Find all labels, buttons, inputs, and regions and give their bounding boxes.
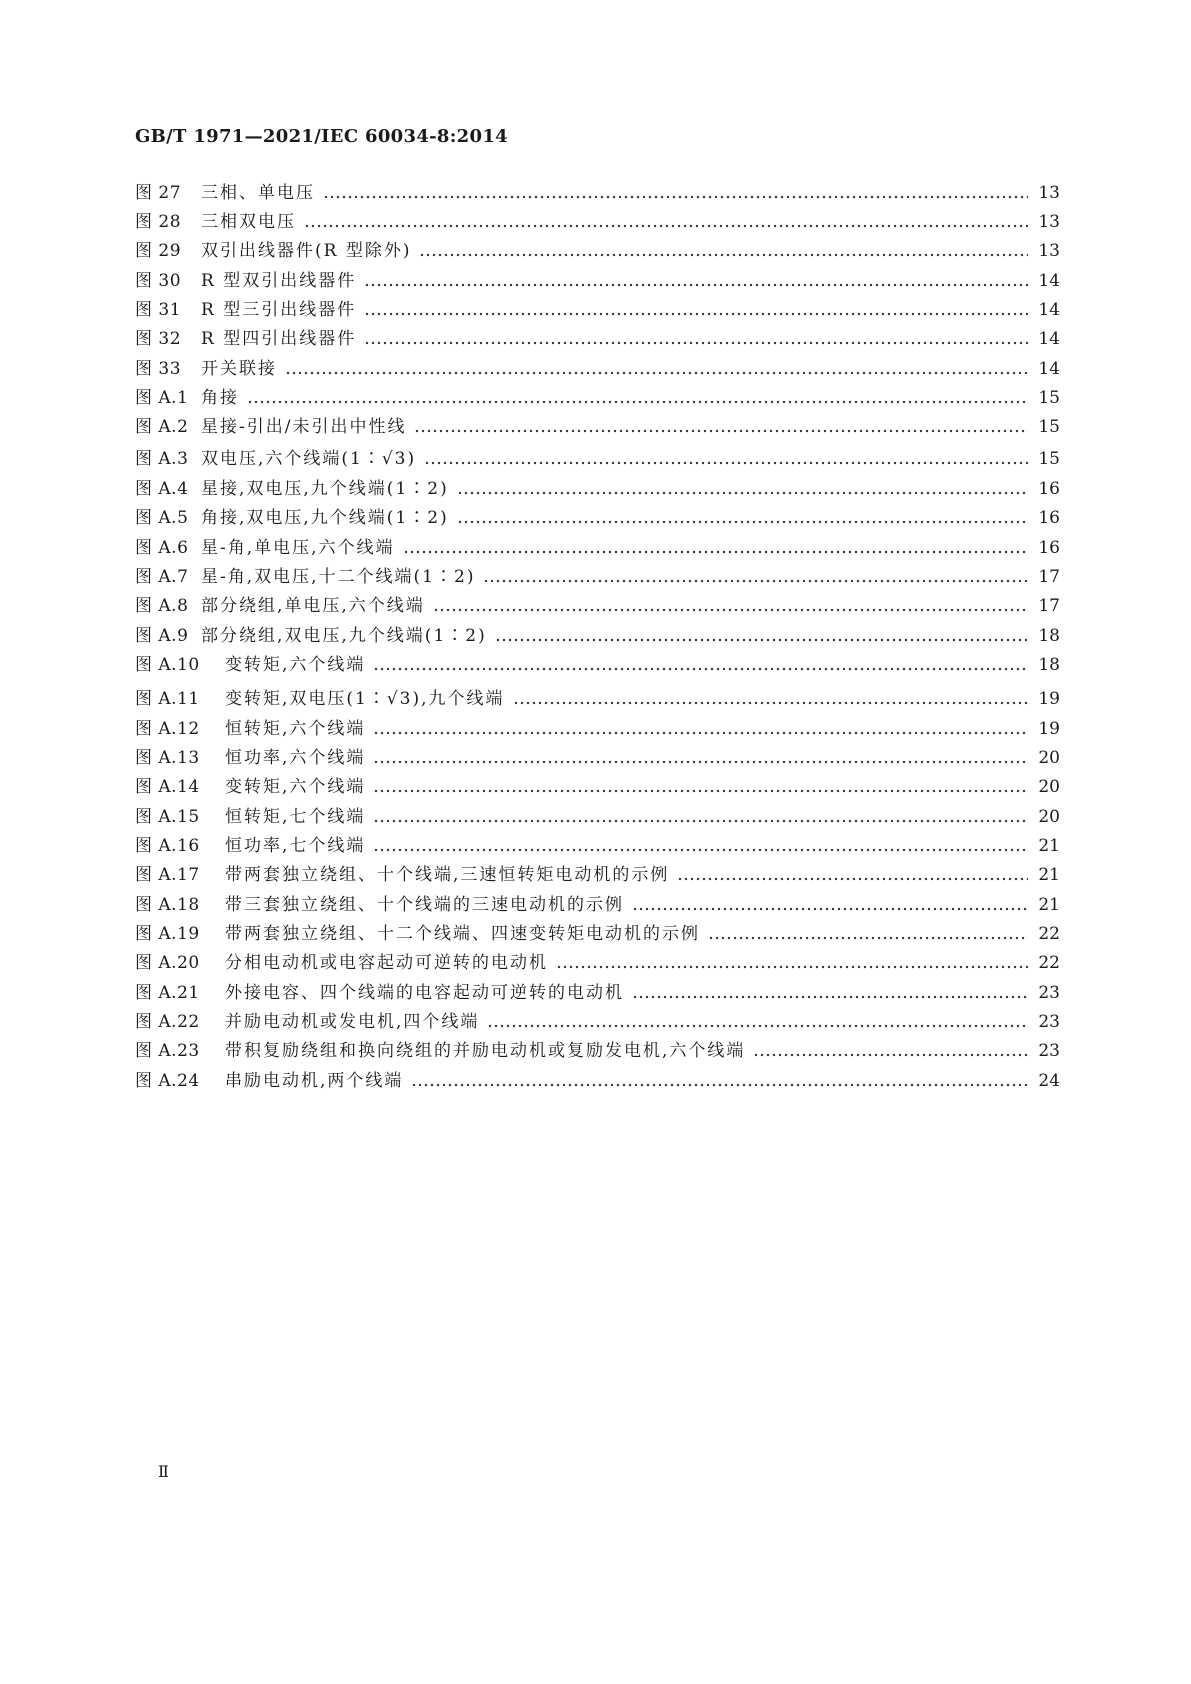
figure-title: 恒功率,七个线端 (225, 836, 366, 856)
toc-entry[interactable] (135, 180, 1060, 206)
toc-entry[interactable] (135, 1038, 1060, 1064)
toc-entry[interactable] (135, 385, 1060, 411)
page-ref: 21 (1038, 865, 1060, 885)
dot-leader (411, 1068, 1028, 1094)
page-ref: 16 (1038, 538, 1060, 558)
page-ref: 14 (1038, 271, 1060, 291)
dot-leader (677, 862, 1028, 888)
figure-title: 星接-引出/未引出中性线 (201, 417, 407, 437)
page-ref: 14 (1038, 359, 1060, 379)
figure-label: 图 A.4 (135, 479, 189, 499)
figure-label: 图 A.8 (135, 596, 189, 616)
dot-leader (373, 716, 1028, 742)
dot-leader (419, 238, 1028, 264)
figure-title: 部分绕组,双电压,九个线端(1∶2) (201, 626, 487, 646)
figure-title: R 型四引出线器件 (201, 329, 357, 349)
figure-label: 图 A.10 (135, 655, 200, 675)
toc-entry[interactable] (135, 745, 1060, 771)
figure-label: 图 A.2 (135, 417, 189, 437)
figure-title: 外接电容、四个线端的电容起动可逆转的电动机 (225, 983, 624, 1003)
page-ref: 13 (1038, 183, 1060, 203)
figure-label: 图 A.6 (135, 538, 189, 558)
toc-entry[interactable] (135, 505, 1060, 531)
dot-leader (364, 268, 1028, 294)
dot-leader (373, 833, 1028, 859)
toc-entry[interactable] (135, 593, 1060, 619)
figure-label: 图 A.7 (135, 567, 189, 587)
toc-entry[interactable] (135, 414, 1060, 440)
dot-leader (495, 623, 1028, 649)
dot-leader (513, 686, 1028, 712)
figure-title: 带两套独立绕组、十二个线端、四速变转矩电动机的示例 (225, 924, 700, 944)
figure-label: 图 A.17 (135, 865, 200, 885)
page-ref: 22 (1038, 953, 1060, 973)
toc-entry[interactable] (135, 268, 1060, 294)
figure-title: 并励电动机或发电机,四个线端 (225, 1012, 480, 1032)
dot-leader (247, 385, 1028, 411)
page-ref: 21 (1038, 836, 1060, 856)
figure-title: 角接,双电压,九个线端(1∶2) (201, 508, 449, 528)
dot-leader (403, 535, 1028, 561)
figure-label: 图 A.1 (135, 388, 189, 408)
figure-label: 图 A.21 (135, 983, 200, 1003)
figure-label: 图 A.14 (135, 777, 200, 797)
figure-title: 星-角,双电压,十二个线端(1∶2) (201, 567, 476, 587)
toc-entry[interactable] (135, 1068, 1060, 1094)
figure-title: 角接 (201, 388, 239, 408)
dot-leader (414, 414, 1028, 440)
figure-title: 双电压,六个线端(1∶√3) (201, 449, 417, 469)
page-ref: 14 (1038, 300, 1060, 320)
figure-title: 星-角,单电压,六个线端 (201, 538, 395, 558)
toc-entry[interactable] (135, 980, 1060, 1006)
toc-entry[interactable] (135, 535, 1060, 561)
figure-label: 图 32 (135, 329, 182, 349)
page-ref: 16 (1038, 508, 1060, 528)
figure-title: 变转矩,六个线端 (225, 777, 366, 797)
page-ref: 19 (1038, 719, 1060, 739)
toc-entry[interactable] (135, 238, 1060, 264)
figure-label: 图 A.16 (135, 836, 200, 856)
dot-leader (373, 774, 1028, 800)
figure-title: 带两套独立绕组、十个线端,三速恒转矩电动机的示例 (225, 865, 670, 885)
page-ref: 18 (1038, 626, 1060, 646)
page-ref: 22 (1038, 924, 1060, 944)
figure-label: 图 33 (135, 359, 182, 379)
page-ref: 23 (1038, 1041, 1060, 1061)
figure-label: 图 A.22 (135, 1012, 200, 1032)
page-ref: 20 (1038, 777, 1060, 797)
dot-leader (632, 892, 1028, 918)
toc-entry[interactable] (135, 1009, 1060, 1035)
toc-entry[interactable] (135, 892, 1060, 918)
toc-entry[interactable] (135, 716, 1060, 742)
figure-label: 图 A.18 (135, 895, 200, 915)
dot-leader (373, 745, 1028, 771)
toc-entry[interactable] (135, 921, 1060, 947)
page-ref: 23 (1038, 1012, 1060, 1032)
figure-title: 变转矩,双电压(1∶√3),九个线端 (225, 689, 505, 709)
toc-entry[interactable] (135, 950, 1060, 976)
toc-entry[interactable] (135, 297, 1060, 323)
toc-entry[interactable] (135, 209, 1060, 235)
figure-label: 图 A.24 (135, 1071, 200, 1091)
toc-entry[interactable] (135, 774, 1060, 800)
toc-entry[interactable] (135, 862, 1060, 888)
toc-entry[interactable] (135, 804, 1060, 830)
figure-label: 图 A.15 (135, 807, 200, 827)
dot-leader (364, 326, 1028, 352)
page-ref: 20 (1038, 748, 1060, 768)
dot-leader (556, 950, 1028, 976)
figure-title: 带积复励绕组和换向绕组的并励电动机或复励发电机,六个线端 (225, 1041, 746, 1061)
toc-entry[interactable] (135, 623, 1060, 649)
toc-entry[interactable] (135, 564, 1060, 590)
dot-leader (373, 804, 1028, 830)
dot-leader (373, 652, 1028, 678)
toc-entry[interactable] (135, 326, 1060, 352)
toc-entry[interactable] (135, 652, 1060, 678)
dot-leader (304, 209, 1028, 235)
figure-label: 图 28 (135, 212, 182, 232)
page-ref: 24 (1038, 1071, 1060, 1091)
figure-title: 星接,双电压,九个线端(1∶2) (201, 479, 449, 499)
figure-label: 图 A.19 (135, 924, 200, 944)
figure-title: 开关联接 (201, 359, 277, 379)
figure-label: 图 A.13 (135, 748, 200, 768)
document-header: GB/T 1971—2021/IEC 60034-8:2014 (135, 126, 508, 147)
page-ref: 15 (1038, 417, 1060, 437)
figure-label: 图 29 (135, 241, 182, 261)
figure-title: 带三套独立绕组、十个线端的三速电动机的示例 (225, 895, 624, 915)
figure-title: R 型三引出线器件 (201, 300, 357, 320)
figure-label: 图 27 (135, 183, 182, 203)
page-ref: 19 (1038, 689, 1060, 709)
toc-entry[interactable] (135, 446, 1060, 472)
figure-title: 恒转矩,六个线端 (225, 719, 366, 739)
figure-title: R 型双引出线器件 (201, 271, 357, 291)
figure-label: 图 A.23 (135, 1041, 200, 1061)
dot-leader (323, 180, 1028, 206)
dot-leader (708, 921, 1028, 947)
dot-leader (753, 1038, 1028, 1064)
figure-label: 图 A.11 (135, 689, 200, 709)
page-ref: 23 (1038, 983, 1060, 1003)
figure-label: 图 A.12 (135, 719, 200, 739)
figure-label: 图 A.20 (135, 953, 200, 973)
figure-title: 双引出线器件(R 型除外) (201, 241, 412, 261)
figure-title: 恒转矩,七个线端 (225, 807, 366, 827)
page-ref: 20 (1038, 807, 1060, 827)
figure-title: 分相电动机或电容起动可逆转的电动机 (225, 953, 548, 973)
toc-entry[interactable] (135, 686, 1060, 712)
dot-leader (424, 446, 1028, 472)
figure-label: 图 31 (135, 300, 182, 320)
figure-label: 图 A.3 (135, 449, 189, 469)
page-ref: 16 (1038, 479, 1060, 499)
dot-leader (487, 1009, 1028, 1035)
figure-label: 图 30 (135, 271, 182, 291)
dot-leader (457, 476, 1028, 502)
figure-title: 串励电动机,两个线端 (225, 1071, 404, 1091)
figure-title: 恒功率,六个线端 (225, 748, 366, 768)
dot-leader (285, 356, 1028, 382)
dot-leader (632, 980, 1028, 1006)
figure-title: 部分绕组,单电压,六个线端 (201, 596, 425, 616)
page-ref: 21 (1038, 895, 1060, 915)
page-number: Ⅱ (158, 1462, 169, 1481)
dot-leader (364, 297, 1028, 323)
figure-label: 图 A.9 (135, 626, 189, 646)
page-ref: 15 (1038, 449, 1060, 469)
figure-title: 三相、单电压 (201, 183, 315, 203)
page-ref: 17 (1038, 596, 1060, 616)
page-ref: 14 (1038, 329, 1060, 349)
figure-title: 变转矩,六个线端 (225, 655, 366, 675)
figure-label: 图 A.5 (135, 508, 189, 528)
page-ref: 18 (1038, 655, 1060, 675)
toc-entry[interactable] (135, 356, 1060, 382)
page-ref: 15 (1038, 388, 1060, 408)
page-ref: 17 (1038, 567, 1060, 587)
page-ref: 13 (1038, 212, 1060, 232)
dot-leader (457, 505, 1028, 531)
dot-leader (433, 593, 1028, 619)
page-ref: 13 (1038, 241, 1060, 261)
figure-title: 三相双电压 (201, 212, 296, 232)
toc-entry[interactable] (135, 833, 1060, 859)
dot-leader (483, 564, 1028, 590)
toc-entry[interactable] (135, 476, 1060, 502)
